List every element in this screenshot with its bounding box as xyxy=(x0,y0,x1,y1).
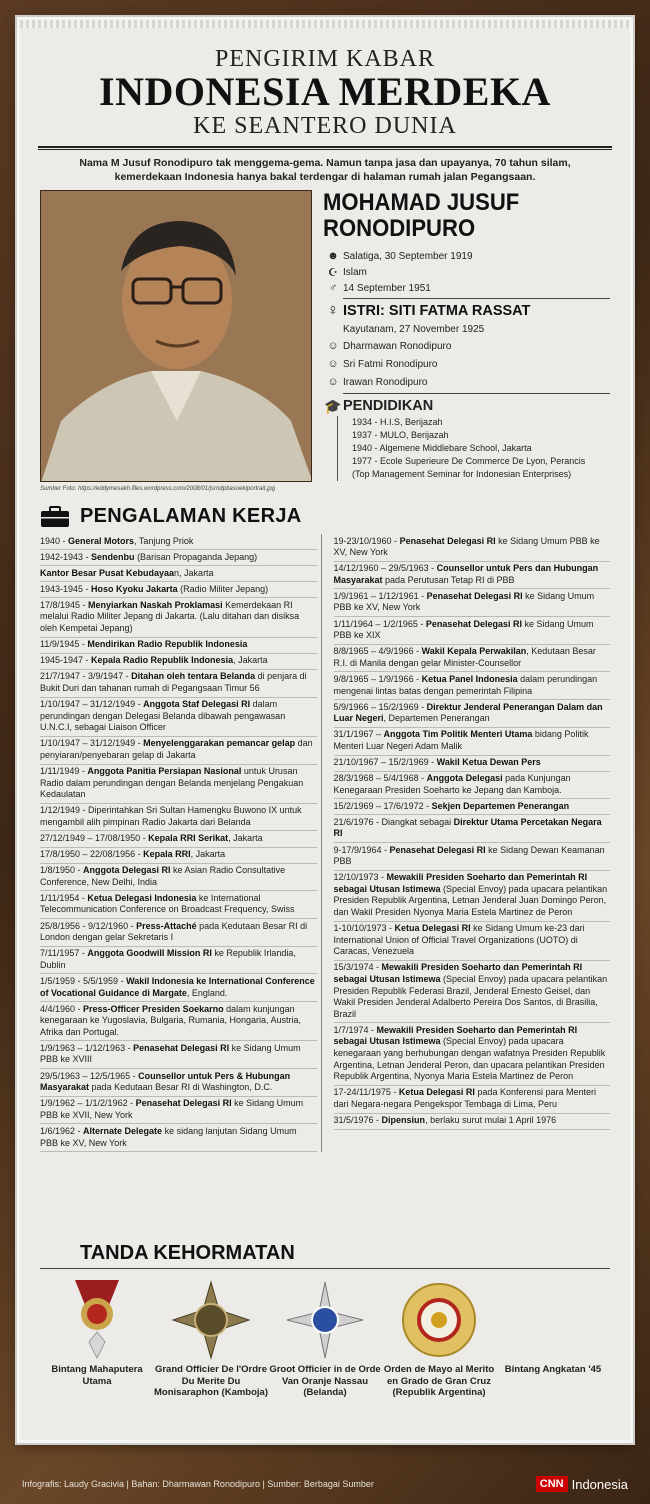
work-entry-detail: ke Asian Radio Consultative Conference, New Delhi, India xyxy=(40,865,286,887)
work-entry-date: 31/5/1976 - xyxy=(333,1115,382,1126)
work-entry xyxy=(40,974,317,1002)
person-name: MOHAMAD JUSUF RONODIPURO xyxy=(323,189,520,242)
work-entry xyxy=(40,670,317,698)
work-entry-role: Menyelenggarakan pemancar gelap xyxy=(143,738,296,749)
work-entry-role: Mewakili Presiden Soeharto dan Pemerintah RI sebagai Utusan Istimewa xyxy=(333,1024,578,1047)
headline-sub: KE SEANTERO DUNIA xyxy=(193,113,457,139)
work-entry-date: 1/9/1963 – 1/12/1963 - xyxy=(40,1042,134,1053)
work-entry-detail: n, Jakarta xyxy=(174,567,214,578)
work-entry-date: 1945-1947 - xyxy=(40,655,92,666)
work-column-left xyxy=(40,534,322,1152)
work-entry-role: Anggota Delegasi xyxy=(426,773,503,784)
work-entry xyxy=(40,831,317,847)
work-entry xyxy=(334,1086,611,1114)
medal-item xyxy=(382,1280,496,1399)
spouse-title: ISTRI: SITI FATMA RASSAT xyxy=(343,303,531,319)
brand-name: Indonesia xyxy=(571,1476,628,1492)
work-entry-role: Press-Officer Presiden Soekarno xyxy=(83,1003,224,1014)
work-entry-detail: ke Sidang Umum ke-23 dari International Union of Official Travel Organizations (UOTO) di Caracas, Venezuela xyxy=(333,923,585,957)
work-entry-detail: pada Kedutaan Besar RI di Washington, D.C. xyxy=(89,1082,273,1093)
work-entry-role: Penasehat Delegasi RI xyxy=(133,1042,230,1053)
work-entry xyxy=(40,598,317,637)
work-entry-role: Ketua Panel Indonesia xyxy=(421,673,518,684)
work-entry-date: 21/7/1947 - 3/9/1947 - xyxy=(40,671,132,682)
work-entry xyxy=(40,638,317,654)
work-entry-date: 29/5/1963 – 12/5/1965 - xyxy=(40,1070,139,1081)
work-entry-role: Anggota Goodwill Mission RI xyxy=(87,948,212,959)
work-entry-role: Penasehat Delegasi RI xyxy=(426,590,523,601)
education-item: 1940 - Algemene Middlebare School, Jakarta xyxy=(352,443,532,453)
work-entry-role: Sendenbu xyxy=(91,551,135,562)
work-entry xyxy=(334,756,611,772)
work-entry xyxy=(40,864,317,892)
child-icon: ☺ xyxy=(327,340,339,352)
work-entry-detail: , Jakarta xyxy=(190,849,226,860)
child-icon: ☺ xyxy=(327,376,339,388)
work-entry xyxy=(334,700,611,728)
woman-icon: ♀ xyxy=(327,302,339,319)
work-entry-role: Penasehat Delegasi RI xyxy=(389,844,486,855)
couple-icon: ♂ xyxy=(328,282,338,294)
work-entry-detail: (Special Envoy) pada upacara pelantikan Presiden Republik Federasi Brazil, Jenderal Ernesto Geisel, dan Wakil Presiden Jenderal Adalberto Pereira Dos Santos, di Brasilia, Brazil xyxy=(333,974,608,1019)
work-entry-date: 1/10/1947 – 31/12/1949 - xyxy=(40,738,144,749)
work-entry xyxy=(334,922,611,961)
work-entry-detail: , Departemen Penerangan xyxy=(383,713,490,724)
work-entry xyxy=(334,534,611,562)
work-entry-detail: , Jakarta xyxy=(228,832,263,843)
work-entry-detail: di penjara di Bukit Duri dan tahanan rumah di Pegangsaan Timur 56 xyxy=(40,671,307,693)
work-entry-detail: Diperintahkan Sri Sultan Hamengku Buwono IX untuk mengambil alih pimpinan Radio Jakarta dari Belanda xyxy=(40,805,302,827)
photo-credit: Sumber Foto: https://eddymesakh.files.wordpress.com/2008/01/jsrndpbasoekiportrait.jpg xyxy=(40,486,276,492)
work-entry-detail: pada Konferensi para Menteri dari Negara-negara Pengekspor Tembaga di Lima, Peru xyxy=(333,1087,596,1109)
work-entry-date: 28/3/1968 – 5/4/1968 - xyxy=(333,773,427,784)
child-name: Irawan Ronodipuro xyxy=(343,376,428,388)
spouse-row xyxy=(323,301,610,321)
work-entry-role: Sekjen Departemen Penerangan xyxy=(431,800,570,811)
medal-item xyxy=(40,1280,154,1399)
work-entry-detail: ke sidang lanjutan Sidang Umum PBB ke XV, New York xyxy=(40,1125,297,1148)
married-row xyxy=(323,280,610,296)
newspaper-page xyxy=(20,20,630,1440)
cnn-logo: CNN xyxy=(536,1476,568,1492)
work-entry-date: 14/12/1960 – 29/5/1963 - xyxy=(333,563,437,574)
work-entry-detail: ke Sidang Dewan Keamanan PBB xyxy=(333,844,605,867)
medal-label: Bintang Angkatan '45 xyxy=(504,1364,602,1375)
work-entry xyxy=(334,772,611,800)
work-entry-date: 1942-1943 - xyxy=(40,551,92,562)
work-entry-role: Kepala RRI Serikat xyxy=(148,832,229,843)
work-entry xyxy=(334,728,611,756)
medal-item xyxy=(268,1280,382,1399)
monisaraphon-star-icon xyxy=(171,1280,251,1360)
divider xyxy=(38,146,612,150)
education-title: PENDIDIKAN xyxy=(343,398,434,414)
work-entry-date: 1/7/1974 - xyxy=(333,1024,377,1035)
child-icon: ☺ xyxy=(327,358,339,370)
work-entry-date: 15/2/1969 – 17/6/1972 - xyxy=(333,800,432,811)
baby-icon: ☻ xyxy=(327,250,339,262)
work-entry-date: 19-23/10/1960 - xyxy=(333,535,400,546)
work-entry-date: 1/5/1959 - 5/5/1959 - xyxy=(40,975,127,986)
work-entry xyxy=(40,891,317,919)
graduation-cap-icon: 🎓 xyxy=(324,397,342,414)
work-entry-role: Kepala RRI xyxy=(143,849,191,860)
work-entry-detail: pada Perutusan Tetap RI di PBB xyxy=(382,574,515,585)
work-entry-date: 27/12/1949 – 17/08/1950 - xyxy=(40,832,149,843)
crescent-icon: ☪ xyxy=(328,266,338,279)
work-entry-date: 31/1/1967 – xyxy=(333,729,384,740)
orden-de-mayo-star-icon xyxy=(399,1280,479,1360)
work-entry-date: 1/9/1962 – 1/1/2/1962 - xyxy=(40,1098,136,1109)
work-entry-detail: ke Sidang Umum PBB ke XVIII xyxy=(40,1042,301,1065)
bio-section xyxy=(40,190,610,505)
child-name: Dharmawan Ronodipuro xyxy=(343,340,452,352)
work-entry-date: 21/6/1976 - Diangkat sebagai xyxy=(333,816,454,827)
work-entry xyxy=(40,737,317,765)
work-entry xyxy=(40,1097,317,1125)
work-entry xyxy=(40,1124,317,1152)
work-entry-detail: , Jakarta xyxy=(233,655,268,666)
work-entry xyxy=(40,765,317,804)
work-entry xyxy=(40,947,317,975)
work-entry-date: 1/9/1961 – 1/12/1961 - xyxy=(333,590,427,601)
work-entry-date: 17/8/1945 - xyxy=(40,599,89,610)
work-entry-role: Direktur Utama Percetakan Negara RI xyxy=(333,816,602,839)
child-row xyxy=(323,355,610,373)
work-entry xyxy=(40,1002,317,1041)
work-entry-detail: (Special Envoy) pada upacara kenegaraan yang berhubungan dengan wafatnya Presiden Republik Argentina, Letnan Jenderal Peron, dan upacara pelantikan Presiden Republik Argentina, Nyonya Maria Estela Martinez de Peron xyxy=(333,1036,606,1082)
child-name: Sri Fatmi Ronodipuro xyxy=(343,358,438,370)
work-entry xyxy=(40,534,317,550)
divider xyxy=(343,298,610,299)
work-entry-role: Mewakili Presiden Soeharto dan Pemerintah RI sebagai Utusan Istimewa xyxy=(333,962,583,984)
work-entry-detail: ke International Telecommunication Conference on Broadcast Frequency, Swiss xyxy=(40,892,295,915)
work-entry-date: 12/10/1973 - xyxy=(333,872,387,883)
work-entry-date: 7/11/1957 - xyxy=(40,948,88,959)
work-entry-role: Counsellor untuk Pers dan Hubungan Masyarakat xyxy=(333,563,599,585)
work-entry-date: 1-10/10/1973 - xyxy=(333,923,395,934)
work-entry-role: Anggota Tim Politik Menteri Utama xyxy=(383,729,533,740)
bio-details xyxy=(323,190,610,481)
portrait-image xyxy=(40,190,312,482)
work-entry xyxy=(334,843,611,871)
work-entry-detail: ke Sidang Umum PBB ke XV, New York xyxy=(333,590,595,613)
work-entry xyxy=(334,645,611,673)
work-entry-detail: (Barisan Propaganda Jepang) xyxy=(134,551,258,562)
work-entry xyxy=(40,654,317,670)
work-entry-role: Ketua Delegasi RI xyxy=(398,1087,475,1098)
work-entry xyxy=(40,848,317,864)
birth-text: Salatiga, 30 September 1919 xyxy=(343,250,473,262)
work-entry xyxy=(334,1114,611,1130)
work-entry-date: 8/8/1965 – 4/9/1966 - xyxy=(333,646,422,657)
medal-item xyxy=(154,1280,268,1399)
medal-item xyxy=(496,1280,610,1399)
work-entry-detail: Kemerdekaan RI melalui Radio Militer Jepang di Jakarta. (Lalu ditahan dan disiksa oleh Kempetai Jepang) xyxy=(40,599,300,634)
work-entry-role: Anggota Staf Delegasi RI xyxy=(143,699,251,710)
work-entry xyxy=(40,1041,317,1069)
work-entry-date: 5/9/1966 – 15/2/1969 - xyxy=(333,701,427,712)
work-entry-date: 9-17/9/1964 - xyxy=(333,844,390,855)
work-entry-role: Kantor Besar Pusat Kebudayaa xyxy=(40,567,175,578)
work-entry-detail: ke Sidang Umum PBB ke XV, New York xyxy=(333,535,600,558)
work-entry-date: 4/4/1960 - xyxy=(40,1003,84,1014)
work-entry-date: 21/10/1967 – 15/2/1969 - xyxy=(333,757,437,767)
cnn-indonesia-logo xyxy=(536,1476,628,1492)
work-entry xyxy=(334,871,611,922)
work-entry-role: Kepala Radio Republik Indonesia xyxy=(91,655,234,666)
child-row xyxy=(323,373,610,391)
intro-text: Nama M Jusuf Ronodipuro tak menggema-gema. Namun tanpa jasa dan upayanya, 70 tahun silam, kemerdekaan Indonesia hanya bakal terdengar di halaman rumah jalan Pegangsaan. xyxy=(79,157,571,183)
work-entry-role: Penasehat Delegasi RI xyxy=(135,1098,232,1109)
religion-row xyxy=(323,264,610,280)
work-entry-date: 15/3/1974 - xyxy=(333,962,382,973)
work-entry xyxy=(334,672,611,700)
honors-title: TANDA KEHORMATAN xyxy=(80,1242,295,1264)
work-entry-role: Ditahan oleh tentara Belanda xyxy=(131,671,256,682)
work-entry-detail: untuk Urusan Radio dalam perundingan dengan Belanda menjelang Pengakuan Kedaulatan xyxy=(40,766,304,800)
work-entry-date: 11/9/1945 - xyxy=(40,639,88,650)
work-entry-date: 1/6/1962 - xyxy=(40,1125,84,1136)
work-entry-date: 1/12/1949 - xyxy=(40,805,89,816)
work-entry-detail: , Tanjung Priok xyxy=(134,535,194,546)
work-entry-detail: dan penyiaran/penyebaran gelap di Jakarta xyxy=(40,738,313,760)
medal-label: Orden de Mayo al Merito en Grado de Gran Cruz (Republik Argentina) xyxy=(383,1364,495,1398)
work-title: PENGALAMAN KERJA xyxy=(80,505,302,527)
work-entry xyxy=(40,550,317,566)
work-entry-role: Mendirikan Radio Republik Indonesia xyxy=(87,639,248,650)
work-entry xyxy=(40,804,317,832)
work-entry xyxy=(40,582,317,598)
medal-label: Grand Officier De l'Ordre Du Merite Du Monisaraphon (Kamboja) xyxy=(154,1364,269,1398)
work-entry-role: Alternate Delegate xyxy=(83,1125,163,1136)
work-entry xyxy=(334,617,611,645)
work-columns xyxy=(40,534,610,1152)
work-entry-role: Ketua Delegasi Indonesia xyxy=(87,892,197,903)
headline xyxy=(20,20,630,140)
religion-text: Islam xyxy=(343,266,367,278)
work-entry-detail: ke Sidang Umum PBB ke XVII, New York xyxy=(40,1098,304,1120)
education-header xyxy=(323,396,610,416)
education-item: 1937 - MULO, Berijazah xyxy=(352,430,449,440)
work-entry xyxy=(334,562,611,590)
work-entry xyxy=(40,919,317,947)
work-entry-role: Anggota Panitia Persiapan Nasional xyxy=(87,766,242,776)
headline-top: PENGIRIM KABAR xyxy=(214,46,435,72)
education-item: 1934 - H.I.S, Berijazah xyxy=(352,417,443,427)
education-item: (Top Management Seminar for Indonesian Enterprises) xyxy=(352,469,572,479)
work-entry-detail: bidang Politik Menteri Luar Negeri Adam Malik xyxy=(333,729,589,751)
work-entry-detail: (Radio Militer Jepang) xyxy=(177,583,269,594)
work-entry-detail: , berlaku surut mulai 1 April 1976 xyxy=(425,1115,557,1126)
work-entry-role: Penasehat Delegasi RI xyxy=(425,618,522,629)
divider xyxy=(40,1268,610,1269)
work-entry-detail: dalam perundingan dengan Delegasi Belanda dibawah pengawasan U.N.C.I, sebagai Liaison Officer xyxy=(40,699,286,733)
briefcase-icon xyxy=(40,506,70,528)
medal-label: Groot Officier in de Orde Van Oranje Nassau (Belanda) xyxy=(269,1364,381,1398)
work-entry-role: Mewakili Presiden Soeharto dan Pemerintah RI sebagai Utusan Istimewa xyxy=(333,872,588,894)
work-entry-role: Press-Attaché xyxy=(136,920,197,931)
work-entry-detail: pada Kunjungan Kenegaraan Presiden Soeharto ke Jepang dan Kamboja. xyxy=(333,773,571,795)
work-entry xyxy=(40,698,317,737)
work-entry-detail: ke Sidang Umum PBB ke XIX xyxy=(333,618,594,641)
work-entry-detail: ke Republik Irlandia, Dublin xyxy=(40,948,296,970)
work-entry-date: 1/11/1964 – 1/2/1965 - xyxy=(333,618,426,629)
work-entry-detail: (Special Envoy) pada upacara pelantikan Presiden Republik Argentina, Letnan Jenderal Juan Domingo Peron, dan Wakil Presiden Nyonya Maria Estela Martinez de Peron xyxy=(333,883,608,918)
education-item: 1977 - Ecole Superieure De Commerce De Lyon, Perancis xyxy=(352,456,586,466)
spouse-birth-row xyxy=(323,321,610,337)
child-row xyxy=(323,337,610,355)
work-header xyxy=(40,505,301,528)
work-entry-role: Anggota Delegasi RI xyxy=(83,865,171,876)
work-entry-detail: pada Kedutaan Besar RI di London dengan gelar Sekretaris I xyxy=(40,920,308,943)
mahaputera-medal-icon xyxy=(57,1280,137,1360)
divider xyxy=(343,393,610,394)
work-entry xyxy=(40,1069,317,1097)
work-entry-detail: , Kedutaan Besar R.I. di Manila dengan gelar Minister-Counsellor xyxy=(333,646,596,668)
work-entry-date: 1/8/1950 - xyxy=(40,865,84,876)
medal-label: Bintang Mahaputera Utama xyxy=(51,1364,143,1387)
spouse-birth-text: Kayutanam, 27 November 1925 xyxy=(343,323,485,335)
work-entry-detail: , England. xyxy=(186,987,228,998)
work-entry-date: 1/11/1949 - xyxy=(40,766,88,776)
work-entry-role: Wakil Indonesia ke International Conference of Vocational Guidance di Margate xyxy=(40,975,315,998)
birth-row xyxy=(323,248,610,264)
footer-credits: Infografis: Laudy Gracivia | Bahan: Dharmawan Ronodipuro | Sumber: Berbagai Sumber xyxy=(22,1479,374,1489)
work-entry-date: 25/8/1956 - 9/12/1960 - xyxy=(40,920,137,931)
work-entry-role: Menyiarkan Naskah Proklamasi xyxy=(88,599,223,610)
work-entry xyxy=(334,589,611,617)
work-entry-role: Penasehat Delegasi RI xyxy=(399,535,496,546)
work-entry-date: 9/8/1965 – 1/9/1966 - xyxy=(333,673,422,684)
work-entry-role: Counsellor untuk Pers & Hubungan Masyarakat xyxy=(40,1070,291,1093)
work-entry-date: 1943-1945 - xyxy=(40,583,92,594)
work-entry-role: Wakil Kepala Perwakilan xyxy=(421,646,527,657)
work-entry xyxy=(334,1023,611,1085)
work-entry xyxy=(334,961,611,1023)
honors-list xyxy=(40,1280,610,1399)
work-entry-date: 1940 - xyxy=(40,535,69,546)
work-entry-role: General Motors xyxy=(68,535,135,546)
work-entry-role: Hoso Kyoku Jakarta xyxy=(91,583,178,594)
work-entry-role: Wakil Ketua Dewan Pers xyxy=(436,757,541,767)
footer xyxy=(0,1464,650,1504)
work-entry-role: Direktur Jenderal Penerangan Dalam dan Luar Negeri xyxy=(333,701,603,724)
work-entry xyxy=(40,566,317,582)
work-entry-date: 17-24/11/1975 - xyxy=(333,1087,399,1098)
work-entry-detail: dalam kunjungan kenegaraan ke Yugoslavia, Bulgaria, Rumania, Hongaria, Austria, Afrika dan Portugal. xyxy=(40,1003,301,1037)
work-entry-detail: dalam perundingan mengenai lintas batas dengan pemerintah Filipina xyxy=(333,673,598,696)
education-list xyxy=(337,416,610,481)
work-entry-date: 1/11/1954 - xyxy=(40,892,88,903)
work-entry xyxy=(334,799,611,815)
work-entry-date: 17/8/1950 – 22/08/1956 - xyxy=(40,849,144,860)
work-entry-date: 1/10/1947 – 31/12/1949 - xyxy=(40,699,144,710)
headline-main: INDONESIA MERDEKA xyxy=(99,69,551,114)
work-entry-role: Dipensiun xyxy=(381,1115,426,1126)
work-entry xyxy=(334,815,611,843)
oranje-nassau-star-icon xyxy=(285,1280,365,1360)
work-column-right xyxy=(334,534,611,1152)
work-entry-role: Ketua Delegasi RI xyxy=(394,923,471,934)
married-text: 14 September 1951 xyxy=(343,282,431,294)
